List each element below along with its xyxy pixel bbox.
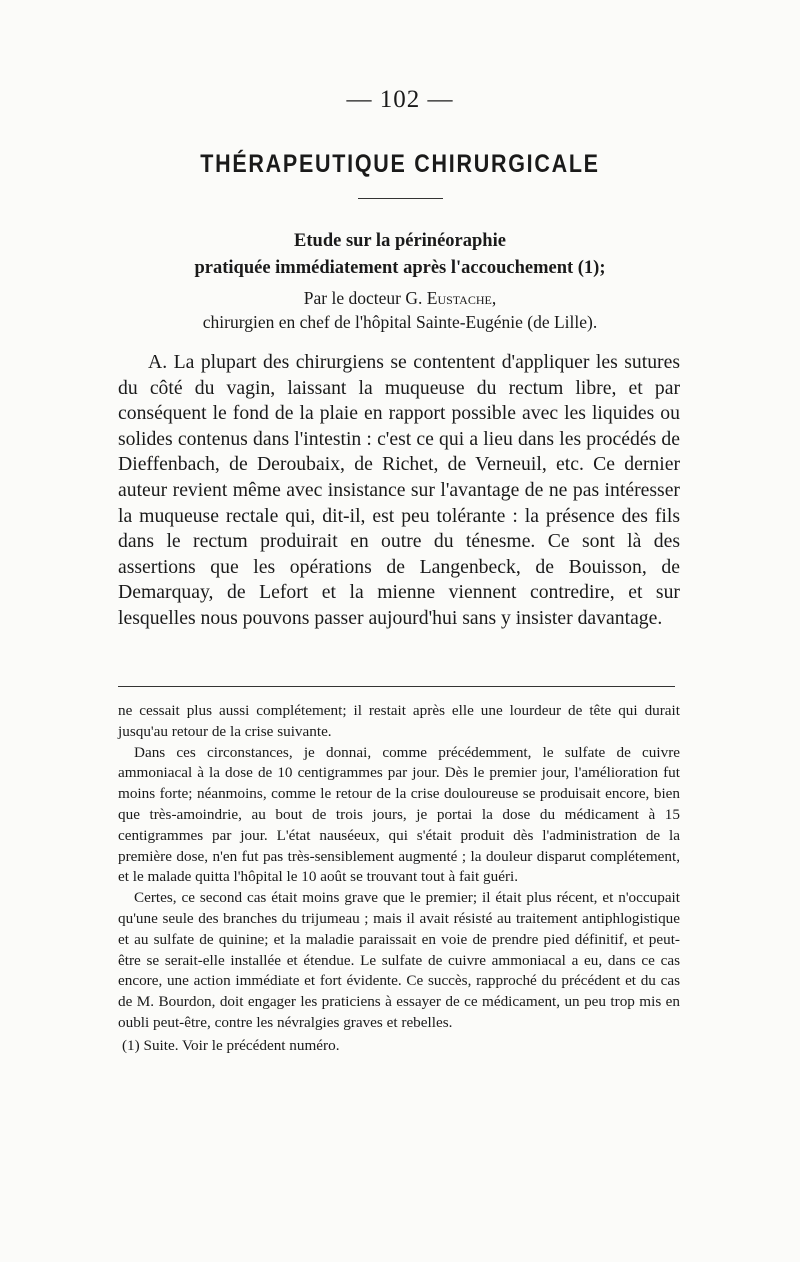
- page-number: — 102 —: [346, 86, 454, 113]
- author-line: [0, 286, 800, 310]
- title-divider: [358, 198, 443, 199]
- author-prefix: Par le docteur G.: [303, 288, 427, 308]
- footnote: (1) Suite. Voir le précédent numéro.: [122, 1036, 340, 1054]
- author-name: Eustache,: [426, 288, 497, 308]
- main-text: [118, 350, 680, 632]
- note-paragraph-3: Certes, ce second cas était moins grave que le premier; il était plus récent, et n'occupait qu'une seule des branches du trijumeau ; mais il avait résisté au traitement antiphlogistique et au sulfate de quinine; et la maladie paraissait en voie de prendre pied définitif, et peut-être se serait-elle installée et étendue. Le sulfate de cuivre ammoniacal a eu, dans ce cas encore, une action immédiate et fort évidente. Ce succès, rapproché du précédent et du cas de M. Bourdon, doit engager les praticiens à essayer de ce médicament, un peu trop mis en oubli peut-être, contre les névralgies graves et rebelles.: [118, 889, 680, 1031]
- body-paragraph: A. La plupart des chirurgiens se contentent d'appliquer les sutures du côté du vagin, laissant la muqueuse du rectum libre, et par conséquent le fond de la plaie en rapport possible avec les liquides ou solides contenus dans l'intestin : c'est ce qui a lieu dans les procédés de Dieffenbach, de Deroubaix, de Richet, de Verneuil, etc. Ce dernier auteur revient même avec insistance sur l'avantage de ne pas intéresser la muqueuse rectale qui, dit-il, est peu tolérante : la présence des fils dans le rectum produirait en outre du ténesme. Ce sont là des assertions que les opérations de Langenbeck, de Bouisson, de Demarquay, de Lefort et la mienne viennent contredire, et sur lesquelles nous pouvons passer aujourd'hui sans y insister davantage.: [118, 351, 680, 629]
- article-title-line-1: Etude sur la périnéoraphie: [294, 231, 506, 251]
- footnote-divider: [118, 686, 675, 687]
- article-title-line-2: pratiquée immédiatement après l'accouchement (1);: [194, 258, 606, 278]
- article-title: [0, 228, 800, 282]
- author-affiliation: chirurgien en chef de l'hôpital Sainte-Eugénie (de Lille).: [202, 312, 598, 332]
- note-paragraph-1: ne cessait plus aussi complétement; il restait après elle une lourdeur de tête qui durait jusqu'au retour de la crise suivante.: [118, 702, 680, 740]
- section-title: THÉRAPEUTIQUE CHIRURGICALE: [200, 150, 600, 178]
- note-paragraph-2: Dans ces circonstances, je donnai, comme précédemment, le sulfate de cuivre ammoniacal à la dose de 10 centigrammes par jour. Dès le premier jour, l'amélioration fut moins forte; néanmoins, comme le retour de la crise douloureuse se produisait encore, bien que très-amoindrie, au bout de trois jours, je portai la dose du médicament à 15 centigrammes par jour. L'état nauséeux, qui s'était produit dès l'administration de la première dose, n'en fut pas très-sensiblement augmenté ; la douleur disparut complétement, et le malade quitta l'hôpital le 10 août se trouvant tout à fait guéri.: [118, 743, 680, 886]
- byline: [0, 286, 800, 334]
- notes-section: [118, 701, 680, 1057]
